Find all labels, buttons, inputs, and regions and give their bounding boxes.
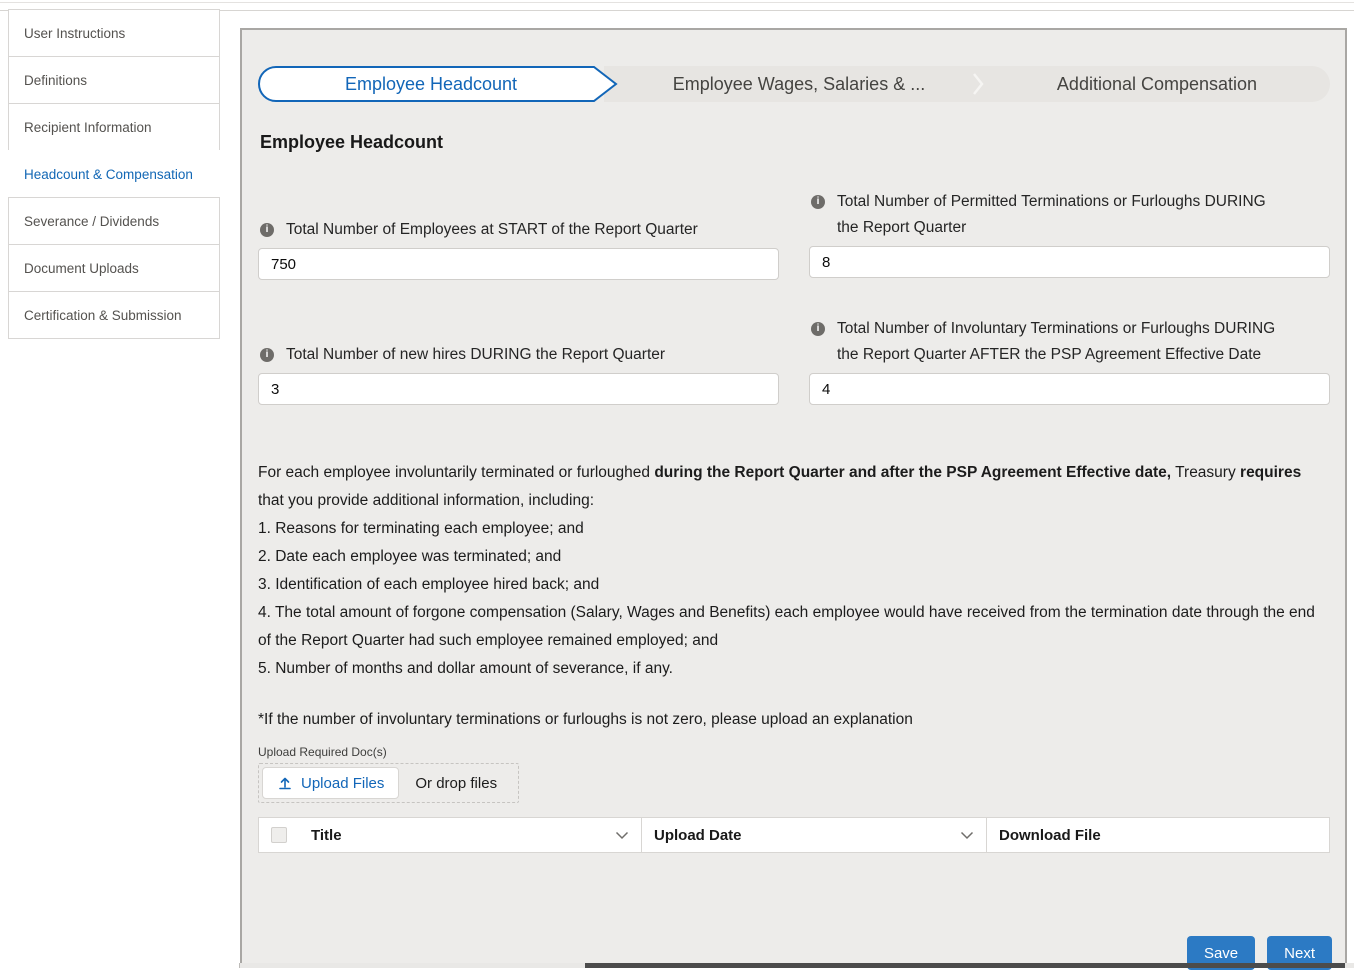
- sidebar-item-definitions[interactable]: Definitions: [8, 56, 220, 104]
- documents-table-header: [258, 817, 1330, 853]
- permitted-terminations-input[interactable]: [809, 246, 1330, 278]
- involuntary-terminations-input[interactable]: [809, 373, 1330, 405]
- tab-employee-headcount-label: Employee Headcount: [344, 73, 518, 94]
- upload-icon: [277, 775, 293, 791]
- drop-files-text: Or drop files: [415, 774, 498, 792]
- requirement-item-3: 3. Identification of each employee hired back; and: [258, 576, 600, 593]
- path-strip: [604, 66, 1330, 102]
- upload-required-docs-label: Upload Required Doc(s): [258, 745, 387, 759]
- sidebar-item-severance-dividends[interactable]: Severance / Dividends: [8, 197, 220, 245]
- employees-start-input[interactable]: [258, 248, 779, 280]
- column-header-download-file[interactable]: Download File: [986, 818, 1329, 852]
- page-title: Employee Headcount: [260, 132, 444, 152]
- scrollbar-track[interactable]: [240, 963, 585, 968]
- requirements-intro: For each employee involuntarily terminated or furloughed during the Report Quarter and after the PSP Agreement Effective date, Treasury requires that you provide additional information, including:: [258, 464, 1302, 509]
- scrollbar-thumb[interactable]: [585, 963, 1345, 968]
- tab-additional-compensation[interactable]: Additional Compensation: [1056, 73, 1258, 94]
- headcount-form: [258, 189, 1330, 405]
- field-employees-start: [258, 189, 779, 280]
- requirement-item-5: 5. Number of months and dollar amount of severance, if any.: [258, 660, 673, 677]
- field-employees-start-label: i Total Number of Employees at START of the Report Quarter: [258, 217, 728, 243]
- scrollbar-gutter: [0, 963, 240, 968]
- sidebar-item-document-uploads[interactable]: Document Uploads: [8, 244, 220, 292]
- sidebar-nav: [8, 10, 220, 339]
- sidebar-item-user-instructions[interactable]: User Instructions: [8, 9, 220, 57]
- save-button[interactable]: Save: [1187, 936, 1255, 970]
- requirement-item-4: 4. The total amount of forgone compensation (Salary, Wages and Benefits) each employee would have received from the termination date through the end of the Report Quarter had such employee remained employed; and: [258, 604, 1315, 649]
- new-hires-input[interactable]: [258, 373, 779, 405]
- field-permitted-terminations: [809, 189, 1330, 280]
- sidebar-item-certification-submission[interactable]: Certification & Submission: [8, 291, 220, 339]
- sidebar-item-headcount-compensation[interactable]: Headcount & Compensation: [8, 150, 220, 198]
- info-icon[interactable]: i: [811, 322, 825, 336]
- column-header-title[interactable]: Title: [299, 818, 641, 852]
- tab-employee-headcount[interactable]: [258, 66, 618, 102]
- upload-files-button[interactable]: Upload Files: [262, 767, 399, 799]
- field-permitted-terminations-label: i Total Number of Permitted Terminations or Furloughs DURING the Report Quarter: [809, 189, 1279, 241]
- chevron-down-icon[interactable]: [960, 831, 974, 840]
- horizontal-scrollbar: [0, 963, 1354, 968]
- field-involuntary-terminations: [809, 316, 1330, 405]
- file-dropzone[interactable]: [258, 763, 519, 803]
- select-all-checkbox[interactable]: [271, 827, 287, 843]
- scrollbar-track[interactable]: [1345, 963, 1354, 968]
- chevron-right-icon: [972, 71, 984, 97]
- upload-explanation-note: *If the number of involuntary terminations or furloughs is not zero, please upload an explanation: [258, 711, 913, 728]
- column-header-upload-date[interactable]: Upload Date: [641, 818, 986, 852]
- field-involuntary-terminations-label: i Total Number of Involuntary Terminations or Furloughs DURING the Report Quarter AFTER the PSP Agreement Effective Date: [809, 316, 1279, 368]
- requirement-item-1: 1. Reasons for terminating each employee; and: [258, 520, 584, 537]
- chevron-down-icon[interactable]: [615, 831, 629, 840]
- tab-employee-wages[interactable]: Employee Wages, Salaries & ...: [672, 73, 926, 94]
- requirement-item-2: 2. Date each employee was terminated; and: [258, 548, 562, 565]
- field-new-hires: [258, 342, 779, 405]
- path-tabs: [258, 66, 1330, 102]
- page-top-divider: [0, 2, 1354, 3]
- info-icon[interactable]: i: [260, 223, 274, 237]
- info-icon[interactable]: i: [811, 195, 825, 209]
- requirements-text: [258, 459, 1330, 683]
- field-new-hires-label: i Total Number of new hires DURING the Report Quarter: [258, 342, 728, 368]
- info-icon[interactable]: i: [260, 348, 274, 362]
- select-all-cell: [259, 818, 299, 852]
- sidebar-item-recipient-information[interactable]: Recipient Information: [8, 103, 220, 151]
- next-button[interactable]: Next: [1267, 936, 1332, 970]
- main-panel: [240, 28, 1347, 968]
